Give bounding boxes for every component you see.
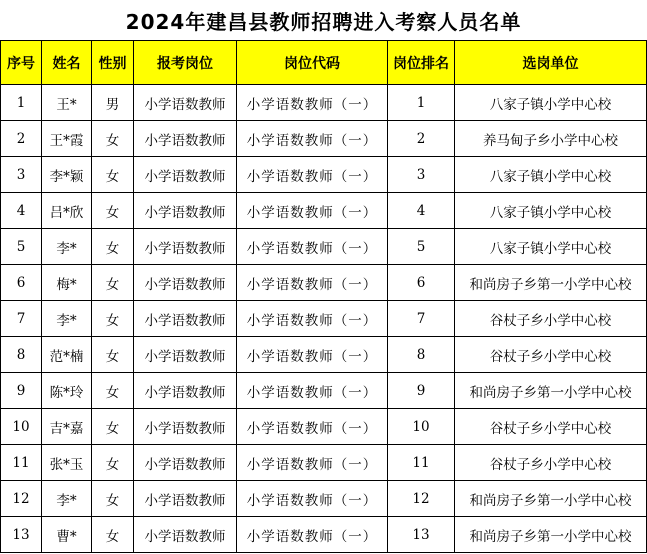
cell-position: 小学语数教师 [134, 373, 237, 409]
cell-code: 小学语数教师（一） [237, 301, 388, 337]
cell-gender: 男 [92, 85, 134, 121]
table-row [1, 337, 647, 373]
cell-gender: 女 [92, 301, 134, 337]
cell-code: 小学语数教师（一） [237, 157, 388, 193]
cell-rank: 1 [388, 85, 455, 121]
table-row [1, 409, 647, 445]
cell-rank: 11 [388, 445, 455, 481]
table-row [1, 517, 647, 553]
page-title: 2024年建昌县教师招聘进入考察人员名单 [125, 9, 522, 34]
cell-name: 吕*欣 [42, 193, 92, 229]
cell-school: 八家子镇小学中心校 [455, 157, 647, 193]
cell-no: 7 [1, 301, 42, 337]
cell-no: 8 [1, 337, 42, 373]
cell-rank: 8 [388, 337, 455, 373]
cell-no: 13 [1, 517, 42, 553]
cell-school: 谷杖子乡小学中心校 [455, 445, 647, 481]
cell-position: 小学语数教师 [134, 157, 237, 193]
cell-rank: 7 [388, 301, 455, 337]
table-row [1, 445, 647, 481]
table-row [1, 229, 647, 265]
header-rank: 岗位排名 [388, 41, 455, 85]
cell-school: 谷杖子乡小学中心校 [455, 409, 647, 445]
cell-code: 小学语数教师（一） [237, 121, 388, 157]
cell-name: 陈*玲 [42, 373, 92, 409]
cell-position: 小学语数教师 [134, 481, 237, 517]
cell-gender: 女 [92, 265, 134, 301]
cell-no: 5 [1, 229, 42, 265]
header-position: 报考岗位 [134, 41, 237, 85]
cell-position: 小学语数教师 [134, 121, 237, 157]
cell-no: 1 [1, 85, 42, 121]
header-code: 岗位代码 [237, 41, 388, 85]
cell-gender: 女 [92, 481, 134, 517]
cell-gender: 女 [92, 193, 134, 229]
cell-position: 小学语数教师 [134, 409, 237, 445]
cell-name: 范*楠 [42, 337, 92, 373]
table-row [1, 85, 647, 121]
header-school: 选岗单位 [455, 41, 647, 85]
cell-name: 李* [42, 481, 92, 517]
table-row [1, 481, 647, 517]
cell-code: 小学语数教师（一） [237, 481, 388, 517]
cell-code: 小学语数教师（一） [237, 229, 388, 265]
table-row [1, 157, 647, 193]
cell-position: 小学语数教师 [134, 301, 237, 337]
header-no: 序号 [1, 41, 42, 85]
cell-position: 小学语数教师 [134, 337, 237, 373]
cell-name: 王* [42, 85, 92, 121]
cell-name: 王*霞 [42, 121, 92, 157]
cell-rank: 10 [388, 409, 455, 445]
cell-code: 小学语数教师（一） [237, 85, 388, 121]
table-row [1, 121, 647, 157]
cell-no: 6 [1, 265, 42, 301]
cell-no: 3 [1, 157, 42, 193]
cell-position: 小学语数教师 [134, 229, 237, 265]
cell-school: 八家子镇小学中心校 [455, 193, 647, 229]
cell-gender: 女 [92, 121, 134, 157]
cell-rank: 3 [388, 157, 455, 193]
cell-no: 11 [1, 445, 42, 481]
cell-rank: 13 [388, 517, 455, 553]
cell-rank: 2 [388, 121, 455, 157]
cell-no: 9 [1, 373, 42, 409]
cell-no: 4 [1, 193, 42, 229]
cell-rank: 5 [388, 229, 455, 265]
cell-gender: 女 [92, 445, 134, 481]
cell-position: 小学语数教师 [134, 445, 237, 481]
cell-school: 养马甸子乡小学中心校 [455, 121, 647, 157]
cell-no: 10 [1, 409, 42, 445]
cell-gender: 女 [92, 409, 134, 445]
cell-no: 12 [1, 481, 42, 517]
cell-school: 和尚房子乡第一小学中心校 [455, 517, 647, 553]
table-row [1, 265, 647, 301]
cell-school: 和尚房子乡第一小学中心校 [455, 481, 647, 517]
cell-code: 小学语数教师（一） [237, 517, 388, 553]
cell-code: 小学语数教师（一） [237, 193, 388, 229]
cell-no: 2 [1, 121, 42, 157]
cell-name: 李* [42, 301, 92, 337]
roster-table [0, 40, 647, 553]
cell-gender: 女 [92, 229, 134, 265]
cell-school: 八家子镇小学中心校 [455, 229, 647, 265]
cell-code: 小学语数教师（一） [237, 445, 388, 481]
cell-school: 谷杖子乡小学中心校 [455, 301, 647, 337]
cell-rank: 9 [388, 373, 455, 409]
cell-position: 小学语数教师 [134, 85, 237, 121]
cell-code: 小学语数教师（一） [237, 409, 388, 445]
header-name: 姓名 [42, 41, 92, 85]
cell-gender: 女 [92, 517, 134, 553]
cell-name: 吉*嘉 [42, 409, 92, 445]
cell-name: 曹* [42, 517, 92, 553]
cell-rank: 12 [388, 481, 455, 517]
cell-school: 和尚房子乡第一小学中心校 [455, 265, 647, 301]
cell-gender: 女 [92, 337, 134, 373]
header-row [1, 41, 647, 85]
cell-school: 谷杖子乡小学中心校 [455, 337, 647, 373]
cell-gender: 女 [92, 157, 134, 193]
cell-code: 小学语数教师（一） [237, 265, 388, 301]
cell-code: 小学语数教师（一） [237, 337, 388, 373]
cell-school: 和尚房子乡第一小学中心校 [455, 373, 647, 409]
cell-position: 小学语数教师 [134, 193, 237, 229]
cell-position: 小学语数教师 [134, 265, 237, 301]
cell-name: 梅* [42, 265, 92, 301]
header-gender: 性别 [92, 41, 134, 85]
cell-name: 张*玉 [42, 445, 92, 481]
cell-name: 李*颖 [42, 157, 92, 193]
cell-rank: 4 [388, 193, 455, 229]
cell-name: 李* [42, 229, 92, 265]
table-row [1, 373, 647, 409]
cell-school: 八家子镇小学中心校 [455, 85, 647, 121]
cell-position: 小学语数教师 [134, 517, 237, 553]
cell-gender: 女 [92, 373, 134, 409]
cell-rank: 6 [388, 265, 455, 301]
table-row [1, 301, 647, 337]
cell-code: 小学语数教师（一） [237, 373, 388, 409]
table-row [1, 193, 647, 229]
